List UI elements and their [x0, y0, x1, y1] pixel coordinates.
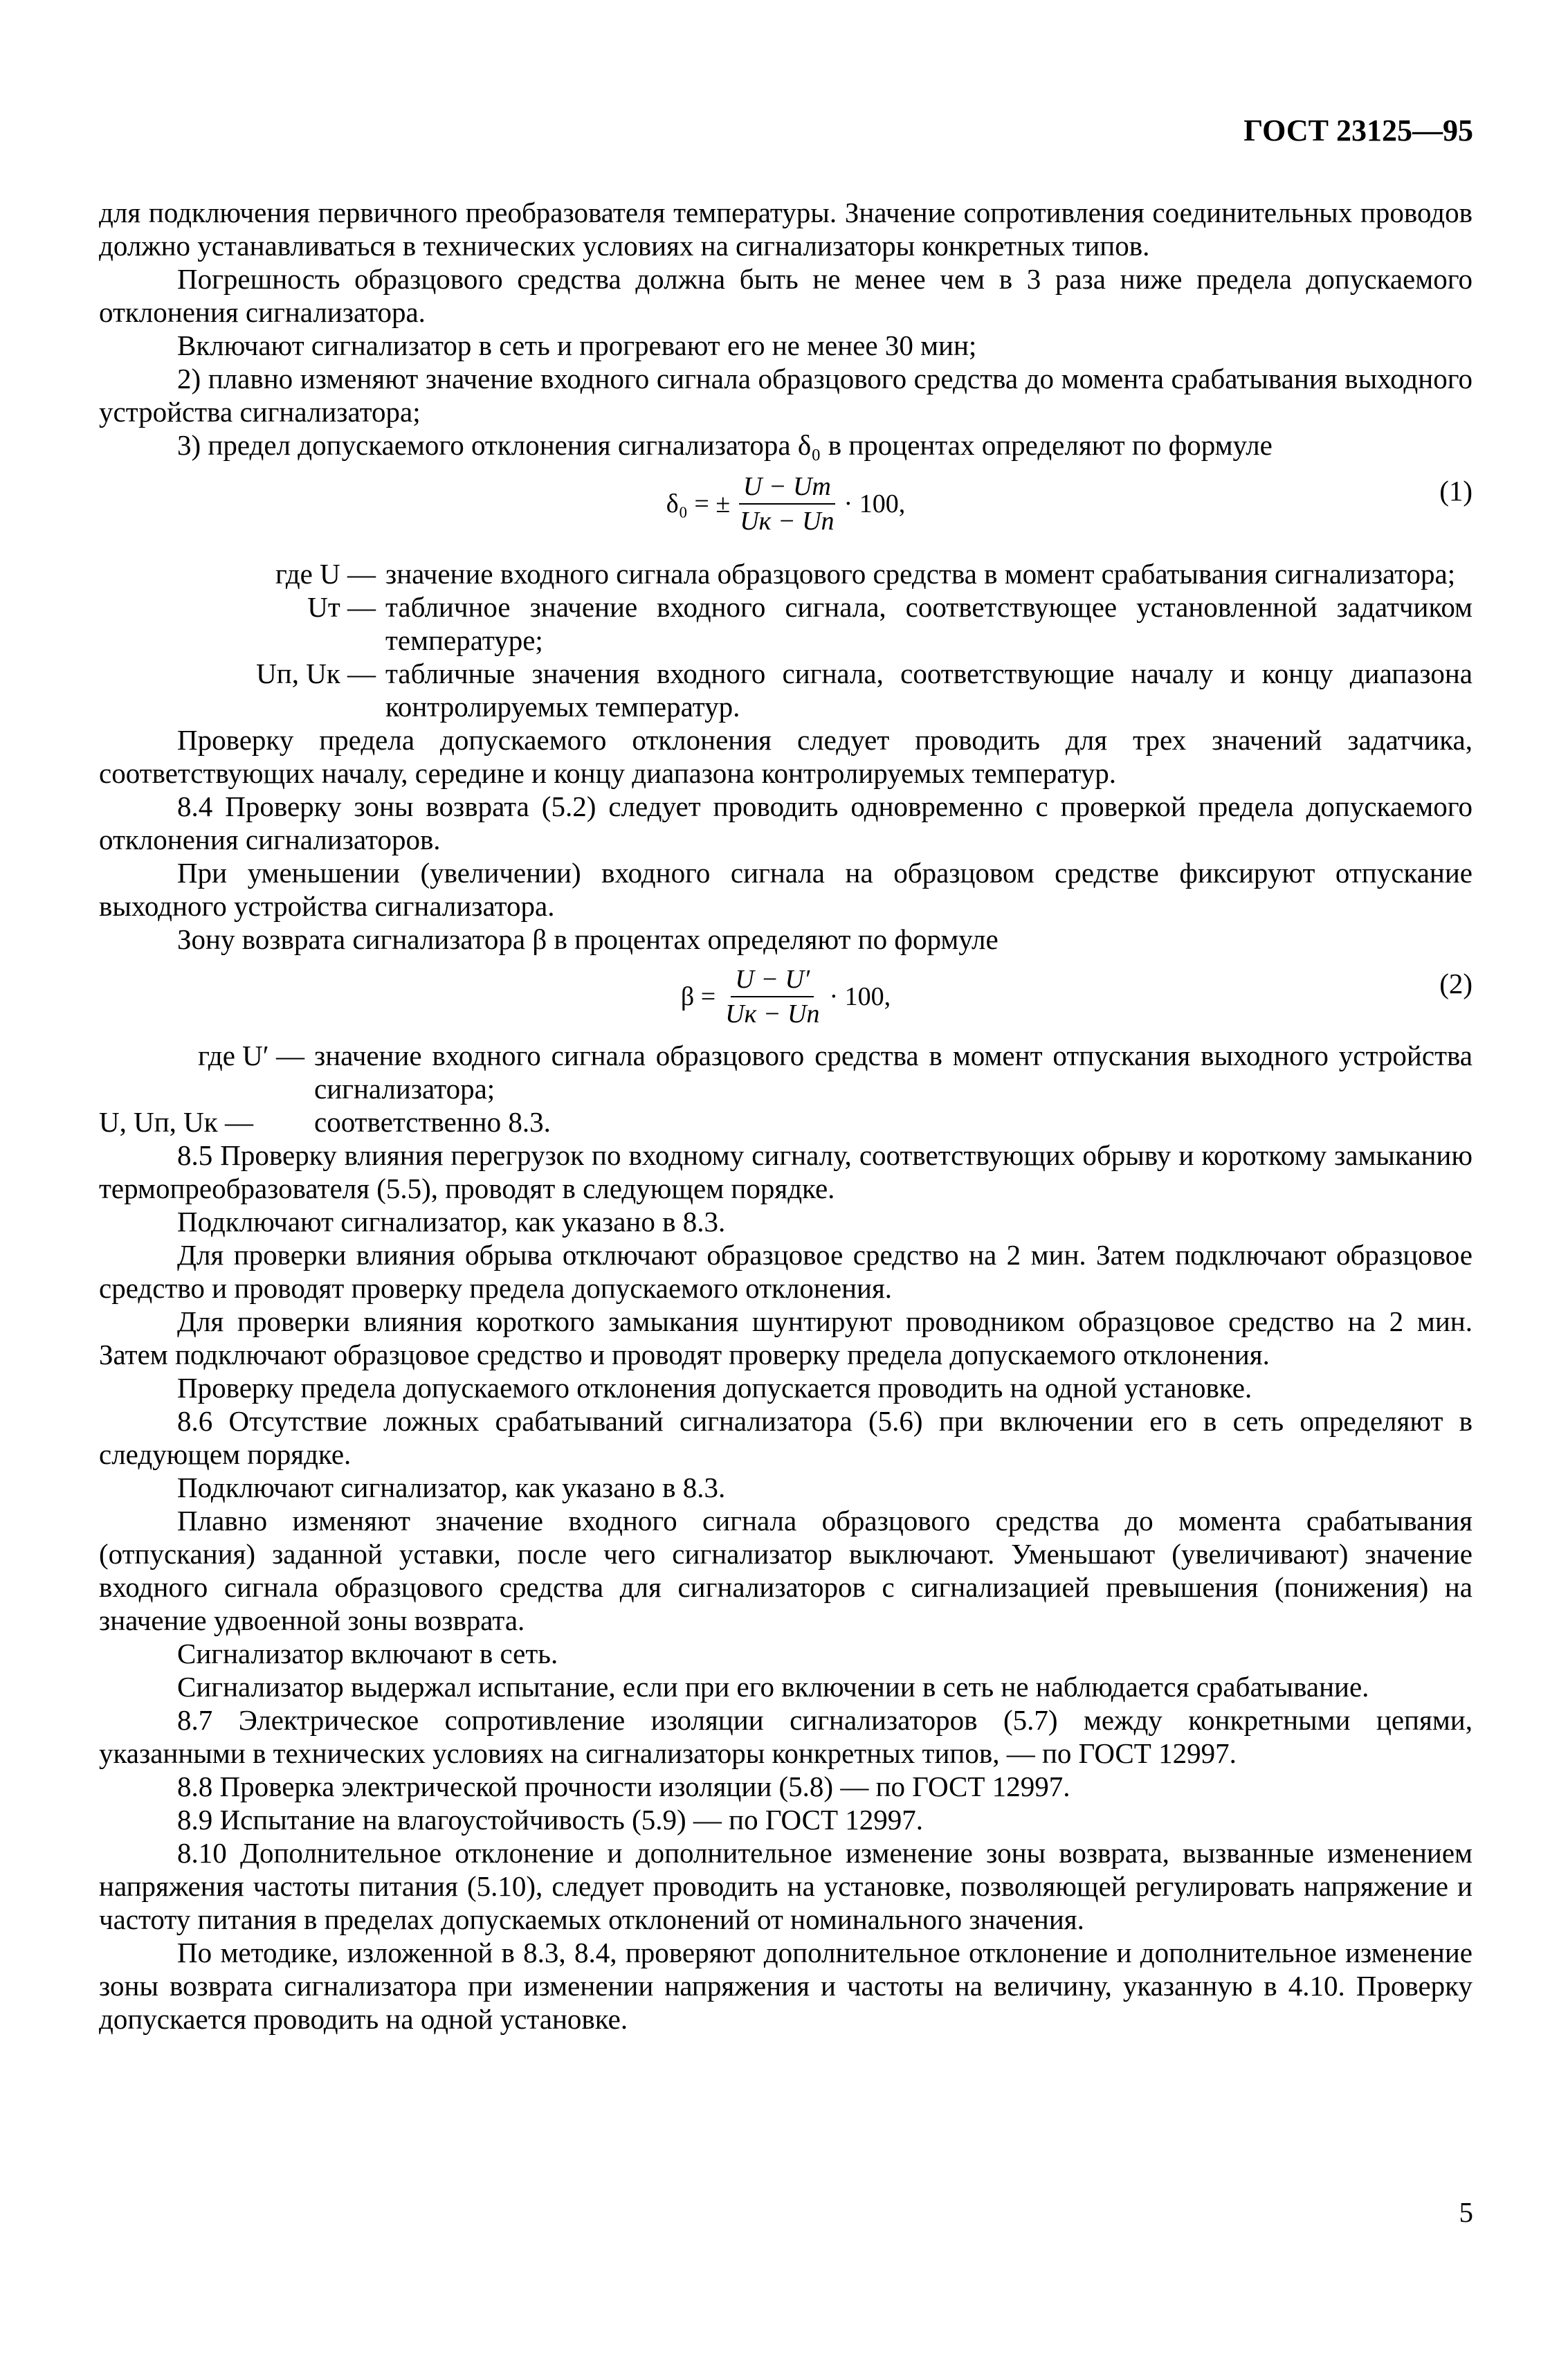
formula-2-denominator: Uк − Uп — [725, 999, 820, 1029]
formula-2-numerator: U − U′ — [731, 964, 814, 997]
definition-symbol: где U′ — — [198, 1040, 304, 1071]
formula-1-denominator: Uк − Uп — [740, 507, 835, 536]
formula-2-rhs: · 100, — [829, 982, 891, 1011]
paragraph-15: 8.6 Отсутствие ложных срабатываний сигнализатора (5.6) при включении его в сеть определяют в следующем порядке. — [99, 1405, 1473, 1470]
paragraph-14: Проверку предела допускаемого отклонения допускается проводить на одной установке. — [177, 1372, 1252, 1404]
paragraph-1: для подключения первичного преобразователя температуры. Значение сопротивления соединительных проводов должно устанавливаться в технических условиях на сигнализаторы конкретных типов. — [99, 197, 1473, 262]
formula-1-numerator: U − Uт — [739, 471, 835, 505]
paragraph-4: 2) плавно изменяют значение входного сигнала образцового средства до момента срабатывания выходного устройства сигнализатора; — [99, 363, 1473, 428]
formula-2 — [99, 964, 1473, 1038]
definition-symbol: Uп, Uк — — [256, 658, 376, 689]
definition-symbol: Uт — — [307, 591, 376, 623]
paragraph-24: По методике, изложенной в 8.3, 8.4, проверяют дополнительное отклонение и дополнительное изменение зоны возврата сигнализатора при изменении напряжения и частоты на величину, указанную в 4.10. Проверку допускается проводить на одной установке. — [99, 1937, 1473, 2035]
formula-1-lhs: δ₀ = ± — [666, 489, 731, 518]
definition-text: значение входного сигнала образцового средства в момент отпускания выходного устройства сигнализатора; — [314, 1040, 1473, 1105]
paragraph-5: 3) предел допускаемого отклонения сигнализатора δ₀ в процентах определяют по формуле — [177, 429, 1273, 461]
definition-symbol: где U — — [275, 558, 376, 590]
paragraph-12: Для проверки влияния обрыва отключают образцовое средство на 2 мин. Затем подключают образцовое средство и проводят проверку предела допускаемого отклонения. — [99, 1239, 1473, 1304]
paragraph-9: Зону возврата сигнализатора β в процентах определяют по формуле — [177, 923, 999, 955]
definition-symbol: U, Uп, Uк — — [99, 1106, 253, 1138]
paragraph-16: Подключают сигнализатор, как указано в 8.3. — [177, 1472, 726, 1503]
paragraph-17: Плавно изменяют значение входного сигнала образцового средства до момента срабатывания (отпускания) заданной уставки, после чего сигнализатор выключают. Уменьшают (увеличивают) значение входного сигнала образцового средства для сигнализаторов с сигнализацией превышения (понижения) на значение удвоенной зоны возврата. — [99, 1505, 1473, 1636]
paragraph-18: Сигнализатор включают в сеть. — [177, 1638, 558, 1669]
formula-1-rhs: · 100, — [844, 489, 906, 518]
paragraph-2: Погрешность образцового средства должна быть не менее чем в 3 раза ниже предела допускаемого отклонения сигнализатора. — [99, 263, 1473, 328]
paragraph-10: 8.5 Проверку влияния перегрузок по входному сигналу, соответствующих обрыву и короткому замыканию термопреобразователя (5.5), проводят в следующем порядке. — [99, 1139, 1473, 1204]
document-header: ГОСТ 23125—95 — [1243, 114, 1473, 147]
definition-row — [99, 657, 1473, 723]
paragraph-23: 8.10 Дополнительное отклонение и дополнительное изменение зоны возврата, вызванные изменением напряжения частоты питания (5.10), следует проводить на установке, позволяющей регулировать напряжение и частоту питания в пределах допускаемых отклонений от номинального значения. — [99, 1837, 1473, 1935]
page-number: 5 — [1459, 2196, 1473, 2228]
formula-1-fraction — [736, 471, 838, 536]
definition-row — [99, 1039, 1473, 1105]
paragraph-13: Для проверки влияния короткого замыкания шунтируют проводником образцовое средство на 2 мин. Затем подключают образцовое средство и проводят проверку предела допускаемого отклонения. — [99, 1305, 1473, 1370]
paragraph-8: При уменьшении (увеличении) входного сигнала на образцовом средстве фиксируют отпускание выходного устройства сигнализатора. — [99, 857, 1473, 922]
paragraph-6: Проверку предела допускаемого отклонения следует проводить для трех значений задатчика, соответствующих началу, середине и концу диапазона контролируемых температур. — [99, 724, 1473, 789]
formula-2-lhs: β = — [680, 982, 716, 1011]
definition-text: соответственно 8.3. — [314, 1106, 551, 1138]
paragraph-20: 8.7 Электрическое сопротивление изоляции сигнализаторов (5.7) между конкретными цепями, указанными в технических условиях на сигнализаторы конкретных типов, — по ГОСТ 12997. — [99, 1704, 1473, 1769]
formula-2-fraction — [721, 964, 823, 1029]
definition-text: табличное значение входного сигнала, соответствующее установленной задатчиком температуре; — [385, 591, 1473, 656]
formula-1 — [99, 471, 1473, 553]
formula-1-number: (1) — [1439, 475, 1473, 507]
definition-row — [99, 1105, 1473, 1139]
paragraph-3: Включают сигнализатор в сеть и прогревают его не менее 30 мин; — [177, 329, 977, 361]
definition-row — [99, 557, 1473, 590]
paragraph-7: 8.4 Проверку зоны возврата (5.2) следует проводить одновременно с проверкой предела допускаемого отклонения сигнализаторов. — [99, 790, 1473, 855]
definition-text: значение входного сигнала образцового средства в момент срабатывания сигнализатора; — [385, 558, 1456, 590]
formula-2-number: (2) — [1439, 968, 1473, 999]
document-body — [99, 196, 1473, 2036]
definition-row — [99, 590, 1473, 657]
paragraph-19: Сигнализатор выдержал испытание, если при его включении в сеть не наблюдается срабатывание. — [177, 1671, 1369, 1703]
definition-text: табличные значения входного сигнала, соответствующие началу и концу диапазона контролируемых температур. — [385, 658, 1473, 723]
paragraph-11: Подключают сигнализатор, как указано в 8.3. — [177, 1206, 726, 1238]
paragraph-21: 8.8 Проверка электрической прочности изоляции (5.8) — по ГОСТ 12997. — [177, 1771, 1070, 1802]
paragraph-22: 8.9 Испытание на влагоустойчивость (5.9) — по ГОСТ 12997. — [177, 1804, 924, 1836]
